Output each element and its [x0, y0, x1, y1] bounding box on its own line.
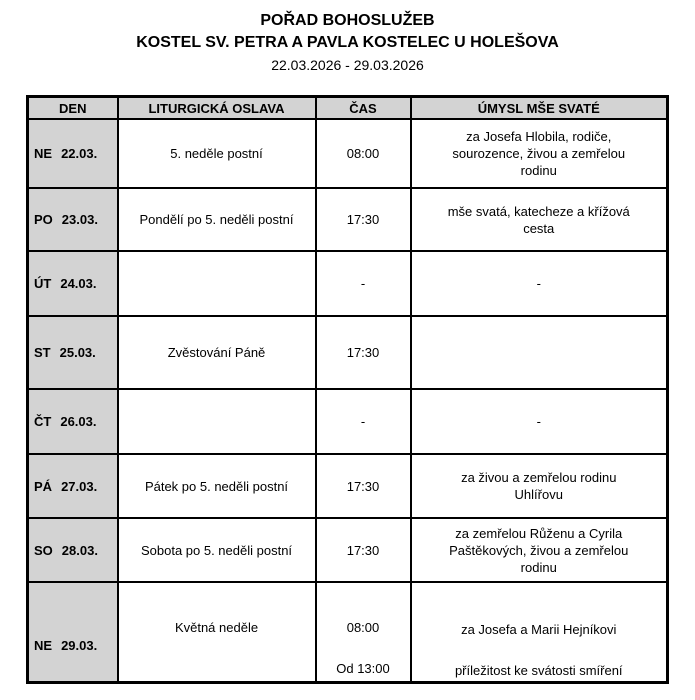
time-slot-1: 08:00: [346, 620, 380, 635]
celebration-cell: Květná neděle: [118, 582, 316, 683]
time-cell: 17:30: [316, 518, 411, 582]
schedule-table: [26, 95, 669, 684]
day-cell: [28, 389, 118, 454]
time-cell: -: [316, 251, 411, 316]
intention-cell: za Josefa Hlobila, rodiče, sourozence, živou a zemřelou rodinu: [411, 119, 668, 188]
celebration-cell: Pondělí po 5. neděli postní: [118, 188, 316, 251]
celebration-cell: [118, 251, 316, 316]
table-row: [28, 582, 668, 683]
intention-cell: [411, 316, 668, 389]
day-abbr: ST: [34, 345, 51, 360]
intention-cell: za zemřelou Růženu a Cyrila Paštěkových, živou a zemřelou rodinu: [411, 518, 668, 582]
celebration-cell: Sobota po 5. neděli postní: [118, 518, 316, 582]
table-row: [28, 454, 668, 518]
intention-cell: -: [411, 389, 668, 454]
day-abbr: SO: [34, 542, 53, 558]
intention-cell: mše svatá, katecheze a křížová cesta: [411, 188, 668, 251]
celebration-cell: [118, 389, 316, 454]
day-date: 28.03.: [61, 542, 98, 558]
time-slot-2: Od 13:00: [336, 661, 390, 676]
day-cell: [28, 188, 118, 251]
day-date: 27.03.: [61, 478, 98, 494]
table-row: [28, 389, 668, 454]
table-row: [28, 316, 668, 389]
col-header-time: ČAS: [316, 97, 411, 120]
day-abbr: PO: [34, 212, 53, 227]
day-date: 24.03.: [60, 276, 97, 291]
col-header-intention: ÚMYSL MŠE SVATÉ: [411, 97, 668, 120]
day-abbr: PÁ: [34, 478, 53, 494]
time-cell: 17:30: [316, 316, 411, 389]
day-abbr: NE: [34, 637, 53, 653]
col-header-celebration: LITURGICKÁ OSLAVA: [118, 97, 316, 120]
table-row: [28, 518, 668, 582]
day-abbr: ČT: [34, 414, 52, 429]
date-range: 22.03.2026 - 29.03.2026: [271, 57, 424, 73]
day-cell: [28, 119, 118, 188]
day-abbr: NE: [34, 146, 53, 161]
day-date: 26.03.: [60, 414, 97, 429]
day-cell: [28, 454, 118, 518]
celebration-cell: Pátek po 5. neděli postní: [118, 454, 316, 518]
table-header-row: [28, 97, 668, 120]
time-cell: 17:30: [316, 454, 411, 518]
time-cell: 17:30: [316, 188, 411, 251]
table-row: [28, 251, 668, 316]
intention-slot-2: příležitost ke svátosti smíření: [454, 663, 623, 678]
day-cell: [28, 582, 118, 683]
day-abbr: ÚT: [34, 276, 52, 291]
time-cell: -: [316, 389, 411, 454]
celebration-cell: Zvěstování Páně: [118, 316, 316, 389]
time-cell: 08:00: [316, 119, 411, 188]
intention-cell: za živou a zemřelou rodinu Uhlířovu: [411, 454, 668, 518]
time-cell: [316, 582, 411, 683]
celebration-cell: 5. neděle postní: [118, 119, 316, 188]
document-header: [0, 0, 695, 76]
intention-slot-1: za Josefa a Marii Hejníkovi: [461, 622, 617, 637]
day-date: 22.03.: [61, 146, 98, 161]
page-title: POŘAD BOHOSLUŽEB: [260, 12, 435, 29]
intention-cell: [411, 582, 668, 683]
day-date: 29.03.: [61, 637, 98, 653]
day-date: 23.03.: [61, 212, 98, 227]
day-cell: [28, 316, 118, 389]
intention-cell: -: [411, 251, 668, 316]
table-row: [28, 188, 668, 251]
table-row: [28, 119, 668, 188]
day-cell: [28, 251, 118, 316]
day-date: 25.03.: [59, 345, 96, 360]
col-header-day: DEN: [28, 97, 118, 120]
church-name: KOSTEL SV. PETRA A PAVLA KOSTELEC U HOLEŠOVA: [136, 34, 559, 51]
day-cell: [28, 518, 118, 582]
